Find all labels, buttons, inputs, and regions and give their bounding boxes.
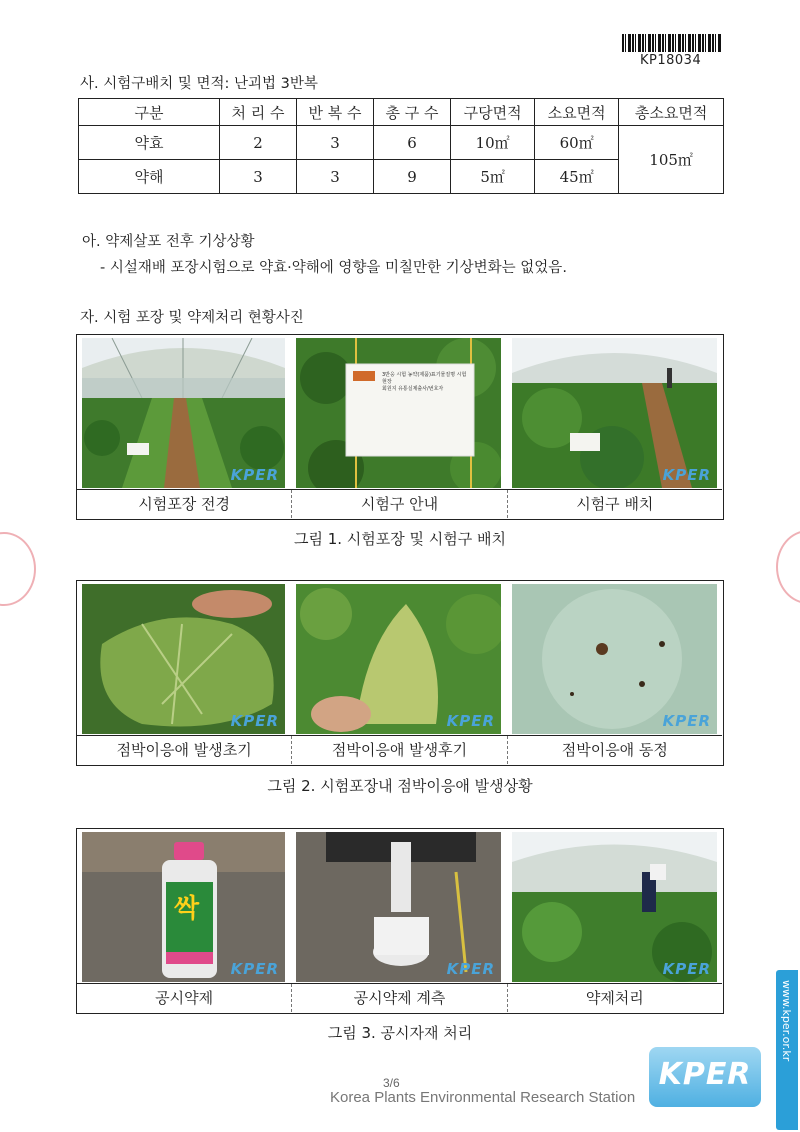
table-header: 처 리 수 <box>220 99 297 126</box>
photo-field-overview <box>82 338 285 488</box>
section-sa-title: 사. 시험구배치 및 면적: 난괴법 3반복 <box>80 76 318 92</box>
barcode <box>622 34 722 52</box>
section-a-title: 아. 약제살포 전후 기상상황 <box>82 234 255 250</box>
figure-1-title: 그림 1. 시험포장 및 시험구 배치 <box>293 530 507 548</box>
section-ja-title: 자. 시험 포장 및 약제처리 현황사진 <box>80 310 304 326</box>
photo-plot-layout <box>512 338 717 488</box>
sign-text-line: 회원지 유통실제출사/번호자 <box>382 386 444 392</box>
page-number: 3/6 <box>383 1076 400 1090</box>
photo-mite-early <box>82 584 285 734</box>
trial-layout-table <box>78 98 724 194</box>
table-cell: 45㎡ <box>535 160 619 194</box>
total-area-cell: 105㎡ <box>619 126 724 194</box>
photo-caption: 시험포장 전경 <box>77 490 292 518</box>
figure-3-title: 그림 3. 공시자재 처리 <box>327 1024 473 1042</box>
table-cell: 3 <box>297 160 374 194</box>
watermark: KPER <box>230 712 279 730</box>
document-code: KP18034 <box>640 53 702 68</box>
photo-chemical-spraying <box>512 832 717 982</box>
watermark: KPER <box>446 712 495 730</box>
photo-mite-identification <box>512 584 717 734</box>
watermark: KPER <box>230 960 279 978</box>
photo-caption: 점박이응애 동정 <box>561 741 668 759</box>
watermark: KPER <box>230 466 279 484</box>
side-url: www.kper.or.kr <box>780 980 793 1062</box>
table-cell: 2 <box>220 126 297 160</box>
weather-note: - 시설재배 포장시험으로 약효·약해에 영향을 미칠만한 기상변화는 없었음. <box>100 260 567 276</box>
table-cell: 60㎡ <box>535 126 619 160</box>
photo-test-chemical <box>82 832 285 982</box>
watermark: KPER <box>662 712 711 730</box>
table-cell: 6 <box>374 126 451 160</box>
sign-text-line: 3반응 시험 농약(제품)표기물질명 시험현장 <box>382 372 467 385</box>
photo-caption: 공시약제 계측 <box>292 984 507 1012</box>
table-header: 반 복 수 <box>297 99 374 126</box>
table-header: 총소요면적 <box>619 99 724 126</box>
table-header: 소요면적 <box>535 99 619 126</box>
table-cell: 3 <box>220 160 297 194</box>
photo-chemical-measuring <box>296 832 501 982</box>
table-row <box>79 126 724 160</box>
figure-2-title: 그림 2. 시험포장내 점박이응애 발생상황 <box>267 777 533 795</box>
table-cell: 9 <box>374 160 451 194</box>
photo-caption: 시험구 안내 <box>292 490 507 518</box>
photo-caption: 시험구 배치 <box>576 495 654 513</box>
kper-logo <box>649 1047 761 1107</box>
watermark: KPER <box>662 960 711 978</box>
watermark: KPER <box>446 960 495 978</box>
photo-mite-late <box>296 584 501 734</box>
figure-2-captions <box>77 735 722 764</box>
kper-logo-text: KPER <box>658 1057 752 1092</box>
figure-3-captions <box>77 983 722 1012</box>
table-cell: 10㎡ <box>451 126 535 160</box>
watermark: KPER <box>662 466 711 484</box>
table-header: 총 구 수 <box>374 99 451 126</box>
table-header-row <box>79 99 724 126</box>
side-url-tab <box>776 970 798 1130</box>
photo-caption: 점박이응애 발생초기 <box>77 736 292 764</box>
photo-caption: 약제처리 <box>585 989 644 1007</box>
table-header: 구분 <box>79 99 220 126</box>
table-header: 구당면적 <box>451 99 535 126</box>
figure-1-captions <box>77 489 722 518</box>
bottle-label: 싹 <box>174 894 200 924</box>
table-cell: 약효 <box>79 126 220 160</box>
photo-caption: 점박이응애 발생후기 <box>292 736 507 764</box>
table-cell: 5㎡ <box>451 160 535 194</box>
organization-name: Korea Plants Environmental Research Station <box>330 1089 636 1106</box>
table-cell: 3 <box>297 126 374 160</box>
table-cell: 약해 <box>79 160 220 194</box>
photo-plot-sign <box>296 338 501 488</box>
photo-caption: 공시약제 <box>77 984 292 1012</box>
